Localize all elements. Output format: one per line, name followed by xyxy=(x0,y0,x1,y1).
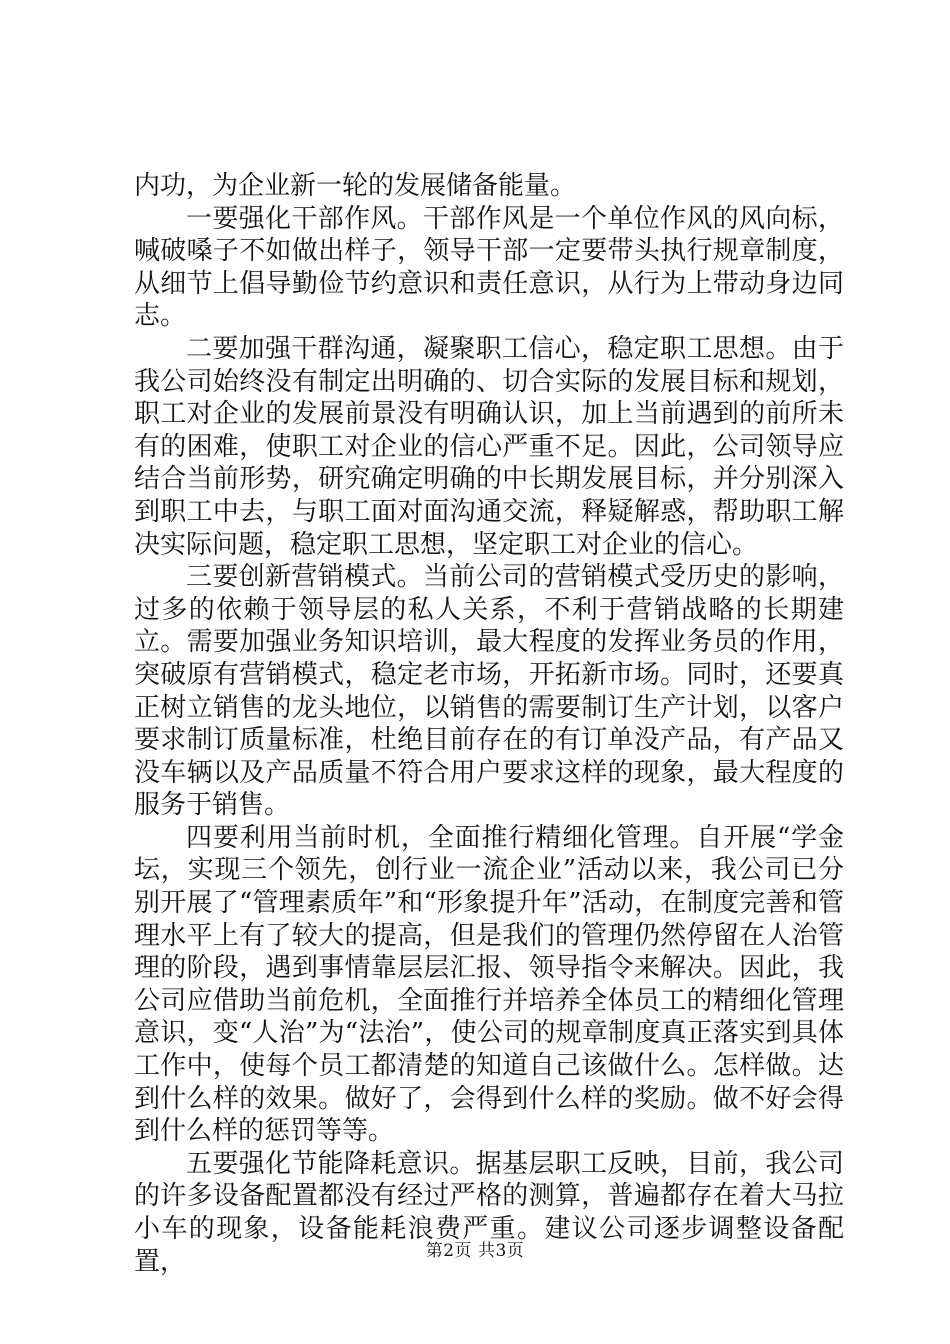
paragraph-marketing: 三要创新营销模式。当前公司的营销模式受历史的影响，过多的依赖于领导层的私人关系，不利于营销战略的长期建立。需要加强业务知识培训，最大程度的发挥业务员的作用，突破原有营销模式，稳定老市场，开拓新市场。同时，还要真正树立销售的龙头地位，以销售的需要制订生产计划，以客户要求制订质量标准，杜绝目前存在的有订单没产品，有产品又没车辆以及产品质量不符合用户要求这样的现象，最大程度的服务于销售。 xyxy=(134,562,844,821)
page-footer: 第2页 共3页 xyxy=(425,1241,525,1261)
document-body xyxy=(134,170,844,1278)
paragraph-energy-saving: 五要强化节能降耗意识。据基层职工反映，目前，我公司的许多设备配置都没有经过严格的测算，普遍都存在着大马拉小车的现象，设备能耗浪费严重。建议公司逐步调整设备配置， xyxy=(134,1148,844,1277)
paragraph-fine-management: 四要利用当前时机，全面推行精细化管理。自开展“学金坛，实现三个领先，创行业一流企业”活动以来，我公司已分别开展了“管理素质年”和“形象提升年”活动，在制度完善和管理水平上有了较大的提高，但是我们的管理仍然停留在人治管理的阶段，遇到事情靠层层汇报、领导指令来解决。因此，我公司应借助当前危机，全面推行并培养全体员工的精细化管理意识，变“人治”为“法治”，使公司的规章制度真正落实到具体工作中，使每个员工都清楚的知道自己该做什么。怎样做。达到什么样的效果。做好了，会得到什么样的奖励。做不好会得到什么样的惩罚等等。 xyxy=(134,822,844,1147)
paragraph-cadre-style: 一要强化干部作风。干部作风是一个单位作风的风向标，喊破嗓子不如做出样子，领导干部一定要带头执行规章制度，从细节上倡导勤俭节约意识和责任意识，从行为上带动身边同志。 xyxy=(134,203,844,332)
paragraph-continuation: 内功，为企业新一轮的发展储备能量。 xyxy=(134,171,577,201)
paragraph-communication: 二要加强干群沟通，凝聚职工信心，稳定职工思想。由于我公司始终没有制定出明确的、切合实际的发展目标和规划，职工对企业的发展前景没有明确认识，加上当前遇到的前所未有的困难，使职工对企业的信心严重不足。因此，公司领导应结合当前形势，研究确定明确的中长期发展目标，并分别深入到职工中去，与职工面对面沟通交流，释疑解惑，帮助职工解决实际问题，稳定职工思想，坚定职工对企业的信心。 xyxy=(134,333,844,560)
